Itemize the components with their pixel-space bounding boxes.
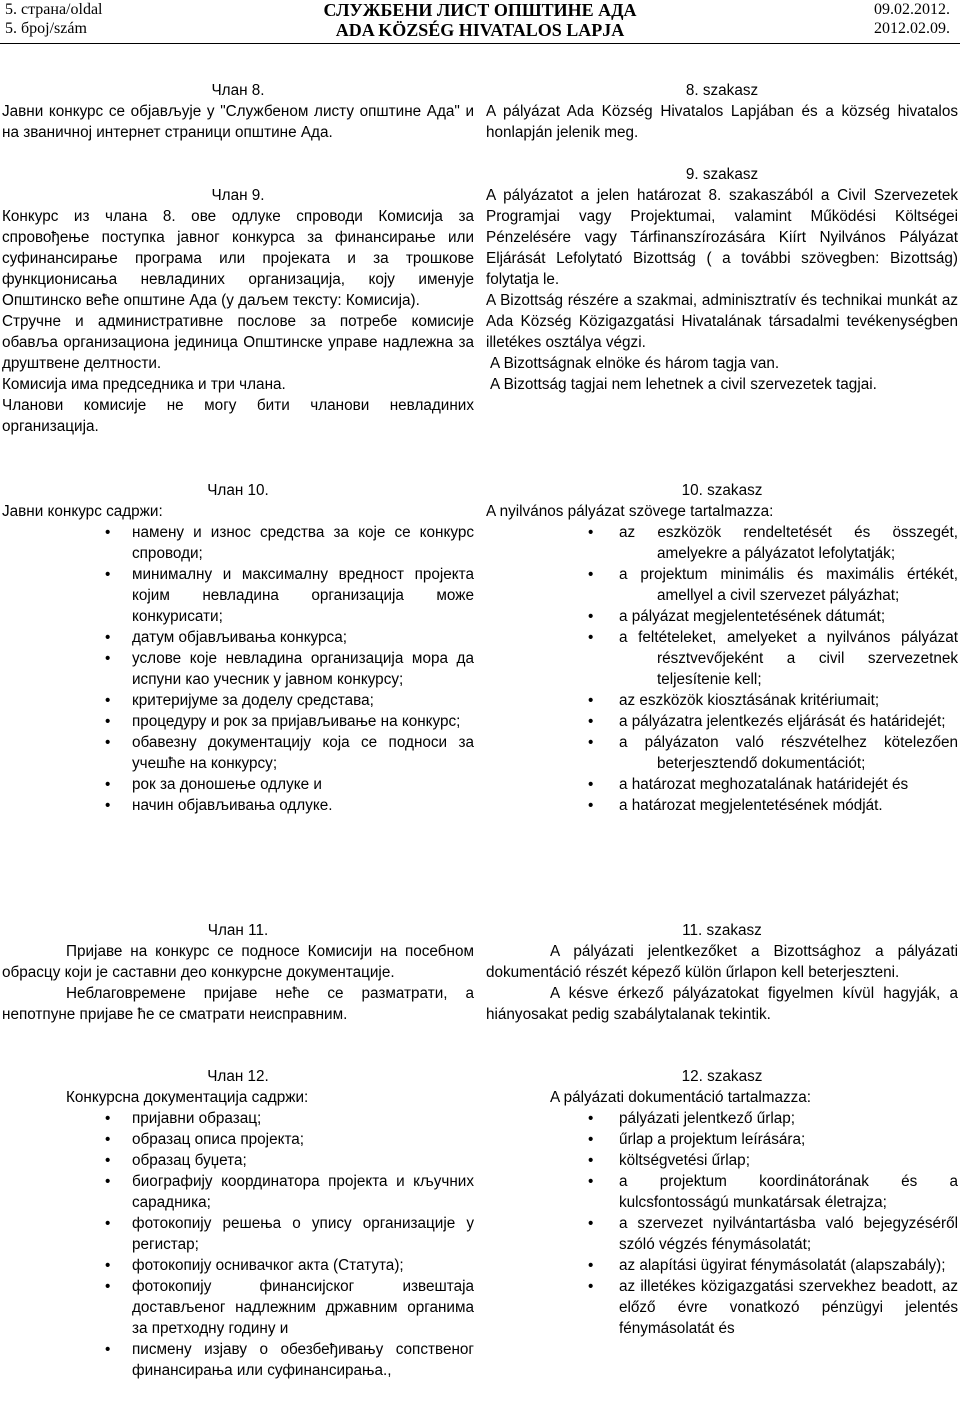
article-title: 9. szakasz — [685, 166, 759, 183]
list-item: • намену и износ средства за које се конкурс спроводи; — [2, 522, 474, 564]
list-item: • фотокопију финансијског извештаја достављеног надлежним државним органима за претходну годину и — [2, 1276, 474, 1339]
list-item: • биографију координатора пројекта и кључних сарадника; — [2, 1171, 474, 1213]
list-item: • pályázati jelentkező űrlap; — [486, 1108, 958, 1129]
article-title: 11. szakasz — [682, 922, 762, 939]
publication-title-block — [0, 0, 960, 40]
list-item: • фотокопију решења о упису организације у регистар; — [2, 1213, 474, 1255]
article-paragraph: Комисија има председника и три члана. — [2, 376, 286, 393]
article-paragraph: A Bizottságnak elnöke és három tagja van. — [490, 355, 780, 372]
article-text: A pályázat Ada Község Hivatalos Lapjában és a község hivatalos honlapján jelenik meg. — [486, 103, 958, 141]
list-item: • образац описа пројекта; — [2, 1129, 474, 1150]
list-item: • датум објављивања конкурса; — [2, 627, 474, 648]
article-title: Члан 10. — [207, 482, 269, 499]
list-item: • a határozat meghozatalának határidejét és — [486, 774, 958, 795]
list-item: • a pályázat megjelentetésének dátumát; — [486, 606, 958, 627]
article-title: Члан 12. — [207, 1068, 269, 1085]
list-item: • фотокопију оснивачког акта (Статута); — [2, 1255, 474, 1276]
list-item: • a feltételeket, amelyeket a nyilvános pályázat résztvevőjeként a civil szervezetnek teljesítenie kell; — [486, 627, 958, 690]
list-item: • критеријуме за доделу средстава; — [2, 690, 474, 711]
publication-title-hungarian: ADA KÖZSÉG HIVATALOS LAPJA — [335, 20, 625, 40]
publication-title-serbian: СЛУЖБЕНИ ЛИСТ ОПШТИНЕ АДА — [323, 0, 637, 20]
list-item: • a projektum koordinátorának és a kulcsfontosságú munkatársak életrajza; — [486, 1171, 958, 1213]
article-9-hungarian — [486, 164, 958, 395]
list-item: • минималну и максималну вредност пројекта којим невладина организација може конкурисати; — [2, 564, 474, 627]
article-text: Јавни конкурс се објављује у "Службеном листу општине Ада" и на званичној интернет страници општине Ада. — [2, 103, 474, 141]
header-divider — [0, 43, 960, 44]
list-item: • a pályázaton való részvételhez kötelezően beterjesztendő dokumentációt; — [486, 732, 958, 774]
bullet-list — [2, 522, 474, 816]
list-item: • a pályázatra jelentkezés eljárását és határidejét; — [486, 711, 958, 732]
date-serbian: 09.02.2012. — [874, 1, 950, 18]
bullet-list — [486, 522, 958, 816]
article-paragraph: Неблаговремене пријаве неће се разматрати, а непотпуне пријаве ће се сматрати неисправним. — [2, 985, 474, 1023]
article-paragraph: Конкурс из члана 8. ове одлуке спроводи Комисија за спровођење поступка јавног конкурса за финансирање или суфинансирање програма или пројеката и за трошкове функционисања невладиних организација, коју именује Општинско веће општине Ада (у даљем тексту: Комисија). — [2, 208, 474, 309]
list-item: • az eszközök rendeltetését és összegét, amelyekre a pályázatot lefolytatják; — [486, 522, 958, 564]
article-10-serbian — [2, 480, 474, 816]
list-item: • költségvetési űrlap; — [486, 1150, 958, 1171]
article-11-serbian — [2, 920, 474, 1025]
date-hungarian: 2012.02.09. — [874, 20, 950, 37]
article-paragraph: Пријаве на конкурс се подносе Комисији на посебном обрасцу који је саставни део конкурсне документације. — [2, 943, 474, 981]
article-12-serbian — [2, 1066, 474, 1381]
list-intro: Јавни конкурс садржи: — [2, 503, 163, 520]
date-block — [874, 0, 950, 38]
list-intro: A pályázati dokumentáció tartalmazza: — [550, 1089, 812, 1106]
article-paragraph: Стручне и административне послове за потребе комисије обавља организациона јединица Општинске управе надлежна за друштвене делтности. — [2, 313, 474, 372]
list-item: • процедуру и рок за пријављивање на конкурс; — [2, 711, 474, 732]
article-title: Члан 11. — [207, 922, 269, 939]
list-item: • a szervezet nyilvántartásba való bejegyzéséről szóló végzés fénymásolatát; — [486, 1213, 958, 1255]
list-item: • az illetékes közigazgatási szervekhez beadott, az előző évre vonatkozó pénzügyi jelentés fénymásolatát és — [486, 1276, 958, 1339]
article-8-hungarian — [486, 80, 958, 143]
article-title: 10. szakasz — [681, 482, 763, 499]
list-item: • писмену изјаву о обезбеђивању сопственог финансирања или суфинансирања., — [2, 1339, 474, 1381]
list-item: • űrlap a projektum leírására; — [486, 1129, 958, 1150]
list-item: • образац буџета; — [2, 1150, 474, 1171]
list-item: • обавезну документацију која се подноси за учешће на конкурсу; — [2, 732, 474, 774]
list-item: • a határozat megjelentetésének módját. — [486, 795, 958, 816]
list-intro: A nyilvános pályázat szövege tartalmazza: — [486, 503, 774, 520]
article-title: 8. szakasz — [685, 82, 759, 99]
article-title: 12. szakasz — [681, 1068, 763, 1085]
article-paragraph: Чланови комисије не могу бити чланови невладиних организација. — [2, 397, 474, 435]
article-title: Члан 8. — [211, 82, 265, 99]
article-paragraph: A Bizottság részére a szakmai, adminisztratív és technikai munkát az Ada Község Közigazgatási Hivatalának társadalmi tevékenységben illetékes osztálya végzi. — [486, 292, 958, 351]
list-item: • услове које невладина организација мора да испуни као учесник у јавном конкурсу; — [2, 648, 474, 690]
page-number-serbian: 5. страна/oldal — [5, 1, 103, 18]
article-9-serbian — [2, 185, 474, 437]
list-item: • рок за доношење одлуке и — [2, 774, 474, 795]
article-12-hungarian — [486, 1066, 958, 1339]
article-paragraph: A késve érkező pályázatokat figyelmen kívül hagyják, a hiányosakat pedig szabálytalanak tekintik. — [486, 985, 958, 1023]
article-paragraph: A Bizottság tagjai nem lehetnek a civil szervezetek tagjai. — [490, 376, 877, 393]
article-11-hungarian — [486, 920, 958, 1025]
list-item: • начин објављивања одлуке. — [2, 795, 474, 816]
list-item: • az alapítási ügyirat fénymásolatát (alapszabály); — [486, 1255, 958, 1276]
list-item: • az eszközök kiosztásának kritériumait; — [486, 690, 958, 711]
article-paragraph: A pályázati jelentkezőket a Bizottsághoz a pályázati dokumentáció részét képező külön űrlapon kell beterjeszteni. — [486, 943, 958, 981]
article-10-hungarian — [486, 480, 958, 816]
page-header — [0, 0, 960, 44]
issue-number-hungarian: 5. број/szám — [5, 20, 87, 37]
article-paragraph: A pályázatot a jelen határozat 8. szakaszából a Civil Szervezetek Programjai vagy Projektumai, valamint Működési Költségei Pénzelésére vagy Tárfinanszírozására Kiírt Nyilvános Pályázat Eljárását Lefolytató Bizottság ( a további szövegben: Bizottság) folytatja le. — [486, 187, 958, 288]
article-title: Члан 9. — [211, 187, 265, 204]
bullet-list — [486, 1108, 958, 1339]
article-8-serbian — [2, 80, 474, 143]
list-item: • пријавни образац; — [2, 1108, 474, 1129]
list-item: • a projektum minimális és maximális értékét, amellyel a civil szervezet pályázhat; — [486, 564, 958, 606]
bullet-list — [2, 1108, 474, 1381]
list-intro: Конкурсна документација садржи: — [66, 1089, 309, 1106]
